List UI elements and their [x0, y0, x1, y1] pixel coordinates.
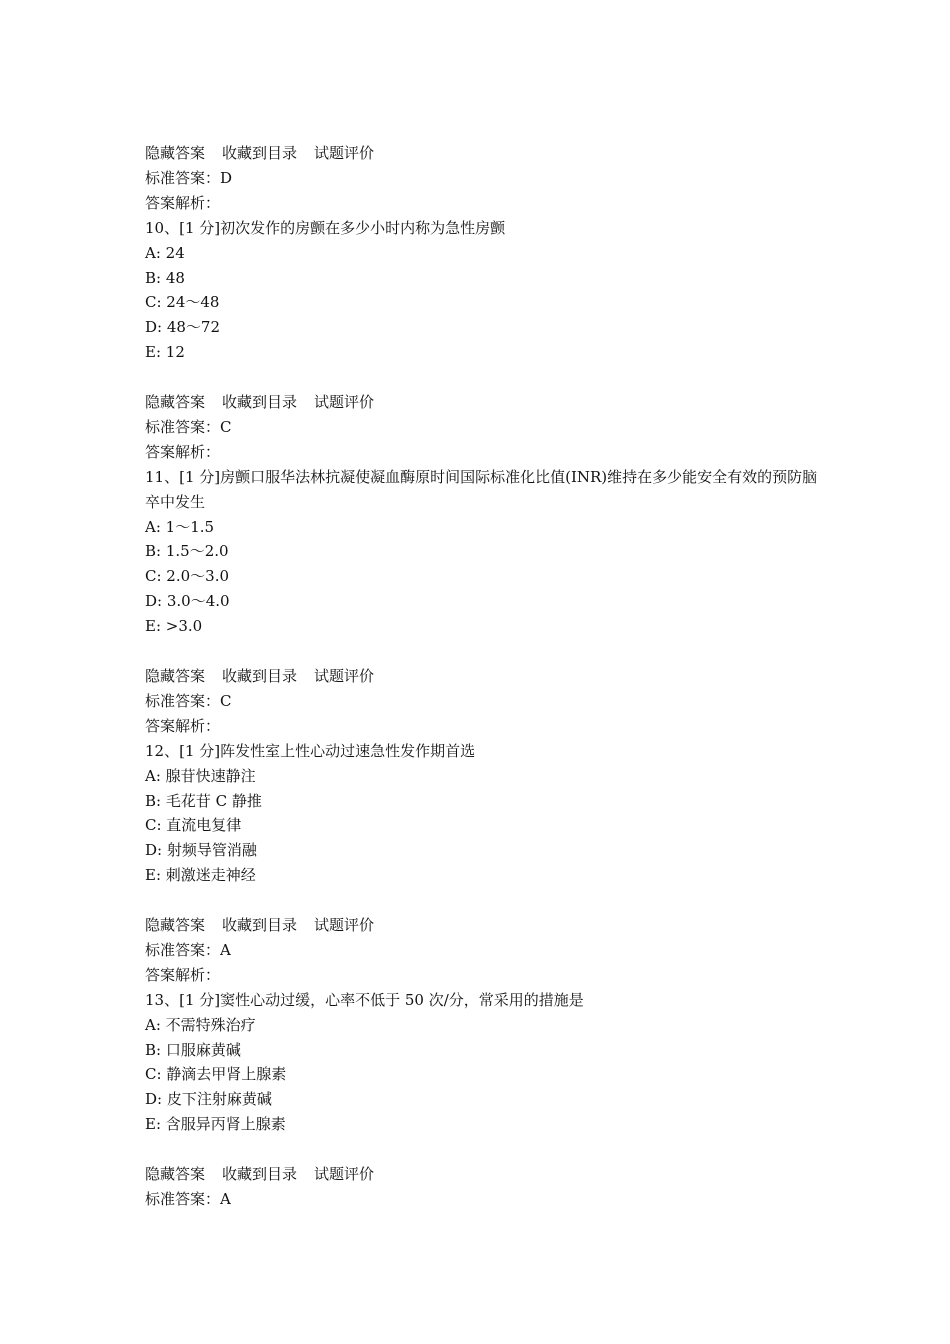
answer-actions [145, 913, 825, 938]
option-c: C: 静滴去甲肾上腺素 [145, 1065, 287, 1084]
option-b: B: 1.5～2.0 [145, 542, 229, 561]
spacer [145, 639, 825, 664]
answer-actions [145, 1162, 825, 1187]
standard-answer: 标准答案：D [145, 168, 233, 187]
option-b: B: 口服麻黄碱 [145, 1040, 241, 1059]
question-block [145, 739, 825, 988]
hide-answer-link[interactable]: 隐藏答案 [145, 393, 206, 412]
question-block [145, 465, 825, 739]
option-c: C: 直流电复律 [145, 816, 242, 835]
favorite-link[interactable]: 收藏到目录 [222, 667, 298, 685]
standard-answer: 标准答案：C [145, 691, 232, 710]
option-a: A: 不需特殊治疗 [145, 1015, 256, 1034]
rate-question-link[interactable]: 试题评价 [314, 916, 375, 935]
spacer [145, 1137, 825, 1162]
option-e: E: 12 [145, 343, 185, 362]
question-stem: 10、[1 分]初次发作的房颤在多少小时内称为急性房颤 [145, 218, 506, 237]
option-e: E: >3.0 [145, 617, 203, 636]
spacer [145, 888, 825, 913]
favorite-link[interactable]: 收藏到目录 [222, 393, 298, 412]
answer-analysis: 答案解析： [145, 193, 221, 212]
option-b: B: 毛花苷 C 静推 [145, 791, 262, 810]
hide-answer-link[interactable]: 隐藏答案 [145, 144, 206, 162]
answer-analysis: 答案解析： [145, 442, 221, 461]
rate-question-link[interactable]: 试题评价 [314, 393, 375, 412]
favorite-link[interactable]: 收藏到目录 [222, 144, 298, 162]
option-c: C: 24～48 [145, 293, 220, 312]
answer-actions [145, 390, 825, 415]
option-d: D: 皮下注射麻黄碱 [145, 1090, 272, 1109]
option-d: D: 48～72 [145, 318, 221, 337]
hide-answer-link[interactable]: 隐藏答案 [145, 916, 206, 935]
answer-analysis: 答案解析： [145, 965, 221, 984]
rate-question-link[interactable]: 试题评价 [314, 1165, 375, 1184]
question-block [145, 216, 825, 465]
standard-answer: 标准答案：A [145, 940, 231, 959]
rate-question-link[interactable]: 试题评价 [314, 667, 375, 685]
option-e: E: 含服异丙肾上腺素 [145, 1115, 286, 1134]
standard-answer: 标准答案：C [145, 417, 232, 436]
option-d: D: 射频导管消融 [145, 841, 257, 860]
answer-analysis: 答案解析： [145, 716, 221, 735]
spacer [145, 365, 825, 390]
answer-actions [145, 664, 825, 689]
option-c: C: 2.0～3.0 [145, 567, 230, 586]
favorite-link[interactable]: 收藏到目录 [222, 916, 298, 935]
option-b: B: 48 [145, 268, 185, 287]
option-d: D: 3.0～4.0 [145, 592, 230, 611]
favorite-link[interactable]: 收藏到目录 [222, 1165, 298, 1184]
answer-actions [145, 141, 825, 166]
question-stem: 12、[1 分]阵发性室上性心动过速急性发作期首选 [145, 741, 476, 760]
option-a: A: 腺苷快速静注 [145, 766, 256, 785]
option-e: E: 刺激迷走神经 [145, 866, 256, 885]
rate-question-link[interactable]: 试题评价 [314, 144, 375, 162]
option-a: A: 1～1.5 [145, 517, 215, 536]
standard-answer: 标准答案：A [145, 1190, 231, 1208]
question-stem: 13、[1 分]窦性心动过缓，心率不低于 50 次/分，常采用的措施是 [145, 990, 584, 1009]
document-page [145, 141, 825, 1212]
question-block [145, 988, 825, 1212]
option-a: A: 24 [145, 243, 185, 262]
hide-answer-link[interactable]: 隐藏答案 [145, 667, 206, 685]
question-stem: 11、[1 分]房颤口服华法林抗凝使凝血酶原时间国际标准化比值(INR)维持在多少能安全有效的预防脑卒中发生 [145, 467, 818, 511]
hide-answer-link[interactable]: 隐藏答案 [145, 1165, 206, 1184]
